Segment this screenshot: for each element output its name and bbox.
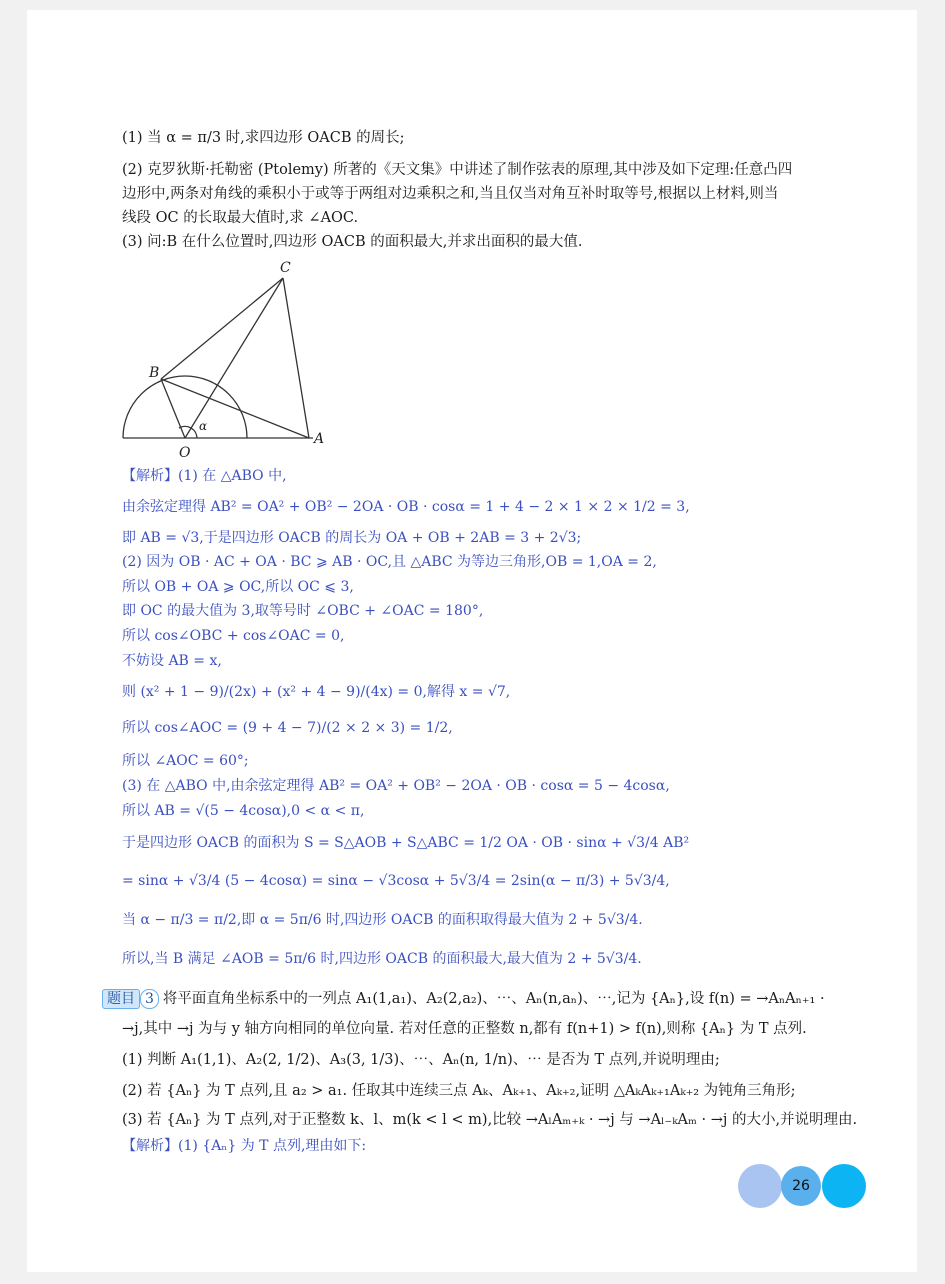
- segment-oc: [185, 278, 283, 438]
- problem-3-question-2: (2) 若 {Aₙ} 为 T 点列,且 a₂ > a₁. 任取其中连续三点 Aₖ、Aₖ₊₁、Aₖ₊₂,证明 △AₖAₖ₊₁Aₖ₊₂ 为钝角三角形;: [122, 1083, 796, 1099]
- solution-line-2: 由余弦定理得 AB² = OA² + OB² − 2OA · OB · cosα = 1 + 4 − 2 × 1 × 2 × 1/2 = 3,: [122, 499, 690, 515]
- page-badge-circle-right: [822, 1164, 866, 1208]
- solution-line-13: 所以 AB = √(5 − 4cosα),0 < α < π,: [122, 803, 365, 819]
- solution-line-7: 所以 cos∠OBC + cos∠OAC = 0,: [122, 628, 345, 644]
- solution-line-16: 当 α − π/3 = π/2,即 α = 5π/6 时,四边形 OACB 的面积取得最大值为 2 + 5√3/4.: [122, 912, 643, 928]
- solution-line-11: 所以 ∠AOC = 60°;: [122, 753, 249, 769]
- semicircle: [123, 376, 247, 438]
- question-2-line-2: 边形中,两条对角线的乘积小于或等于两组对边乘积之和,当且仅当对角互补时取等号,根据以上材料,则当: [122, 186, 779, 202]
- solution-line-10: 所以 cos∠AOC = (9 + 4 − 7)/(2 × 2 × 3) = 1/2,: [122, 720, 453, 736]
- label-c: C: [280, 260, 291, 276]
- solution-line-8: 不妨设 AB = x,: [122, 653, 222, 669]
- problem-3-stem-text: 将平面直角坐标系中的一列点 A₁(1,a₁)、A₂(2,a₂)、⋯、Aₙ(n,aₙ)、⋯,记为 {Aₙ},设 f(n) = →AₙAₙ₊₁ ·: [162, 991, 825, 1007]
- question-1: (1) 当 α = π/3 时,求四边形 OACB 的周长;: [122, 130, 405, 146]
- solution-line-12: (3) 在 △ABO 中,由余弦定理得 AB² = OA² + OB² − 2OA · OB · cosα = 5 − 4cosα,: [122, 778, 670, 794]
- problem-3-question-3: (3) 若 {Aₙ} 为 T 点列,对于正整数 k、l、m(k < l < m),比较 →AₗAₘ₊ₖ · →j 与 →Aₗ₋ₖAₘ · →j 的大小,并说明理由.: [122, 1112, 858, 1128]
- solution-line-9: 则 (x² + 1 − 9)/(2x) + (x² + 4 − 9)/(4x) = 0,解得 x = √7,: [122, 684, 511, 700]
- question-3: (3) 问:B 在什么位置时,四边形 OACB 的面积最大,并求出面积的最大值.: [122, 234, 583, 250]
- question-2-line-3: 线段 OC 的长取最大值时,求 ∠AOC.: [122, 210, 359, 226]
- problem-tag: 题目: [102, 989, 140, 1009]
- problem-3-solution-start: 【解析】(1) {Aₙ} 为 T 点列,理由如下:: [122, 1138, 367, 1154]
- solution-line-17: 所以,当 B 满足 ∠AOB = 5π/6 时,四边形 OACB 的面积最大,最大值为 2 + 5√3/4.: [122, 951, 642, 967]
- problem-3-question-1: (1) 判断 A₁(1,1)、A₂(2, 1/2)、A₃(3, 1/3)、⋯、Aₙ(n, 1/n)、⋯ 是否为 T 点列,并说明理由;: [122, 1052, 720, 1068]
- segment-ca: [283, 278, 309, 438]
- geometry-diagram: [95, 250, 345, 465]
- label-o: O: [179, 445, 191, 461]
- label-b: B: [149, 365, 160, 381]
- problem-number: 3: [140, 989, 159, 1009]
- question-2-line-1: (2) 克罗狄斯·托勒密 (Ptolemy) 所著的《天文集》中讲述了制作弦表的原理,其中涉及如下定理:任意凸四: [122, 162, 793, 178]
- solution-line-14: 于是四边形 OACB 的面积为 S = S△AOB + S△ABC = 1/2 OA · OB · sinα + √3/4 AB²: [122, 835, 690, 851]
- label-a: A: [314, 431, 325, 447]
- segment-ob: [161, 379, 185, 438]
- problem-3-stem-line-1: [102, 989, 825, 1009]
- solution-line-1: 【解析】(1) 在 △ABO 中,: [122, 468, 287, 484]
- solution-line-3: 即 AB = √3,于是四边形 OACB 的周长为 OA + OB + 2AB = 3 + 2√3;: [122, 530, 582, 546]
- solution-line-4: (2) 因为 OB · AC + OA · BC ⩾ AB · OC,且 △ABC 为等边三角形,OB = 1,OA = 2,: [122, 554, 657, 570]
- label-alpha: α: [199, 419, 208, 433]
- solution-line-6: 即 OC 的最大值为 3,取等号时 ∠OBC + ∠OAC = 180°,: [122, 603, 484, 619]
- problem-3-stem-line-2: →j,其中 →j 为与 y 轴方向相同的单位向量. 若对任意的正整数 n,都有 f(n+1) > f(n),则称 {Aₙ} 为 T 点列.: [122, 1021, 807, 1037]
- segment-bc: [161, 278, 283, 379]
- solution-line-5: 所以 OB + OA ⩾ OC,所以 OC ⩽ 3,: [122, 579, 354, 595]
- solution-line-15: = sinα + √3/4 (5 − 4cosα) = sinα − √3cosα + 5√3/4 = 2sin(α − π/3) + 5√3/4,: [122, 873, 670, 889]
- page-badge-circle-left: [738, 1164, 782, 1208]
- segment-ba: [161, 379, 309, 438]
- page-number: 26: [792, 1178, 810, 1194]
